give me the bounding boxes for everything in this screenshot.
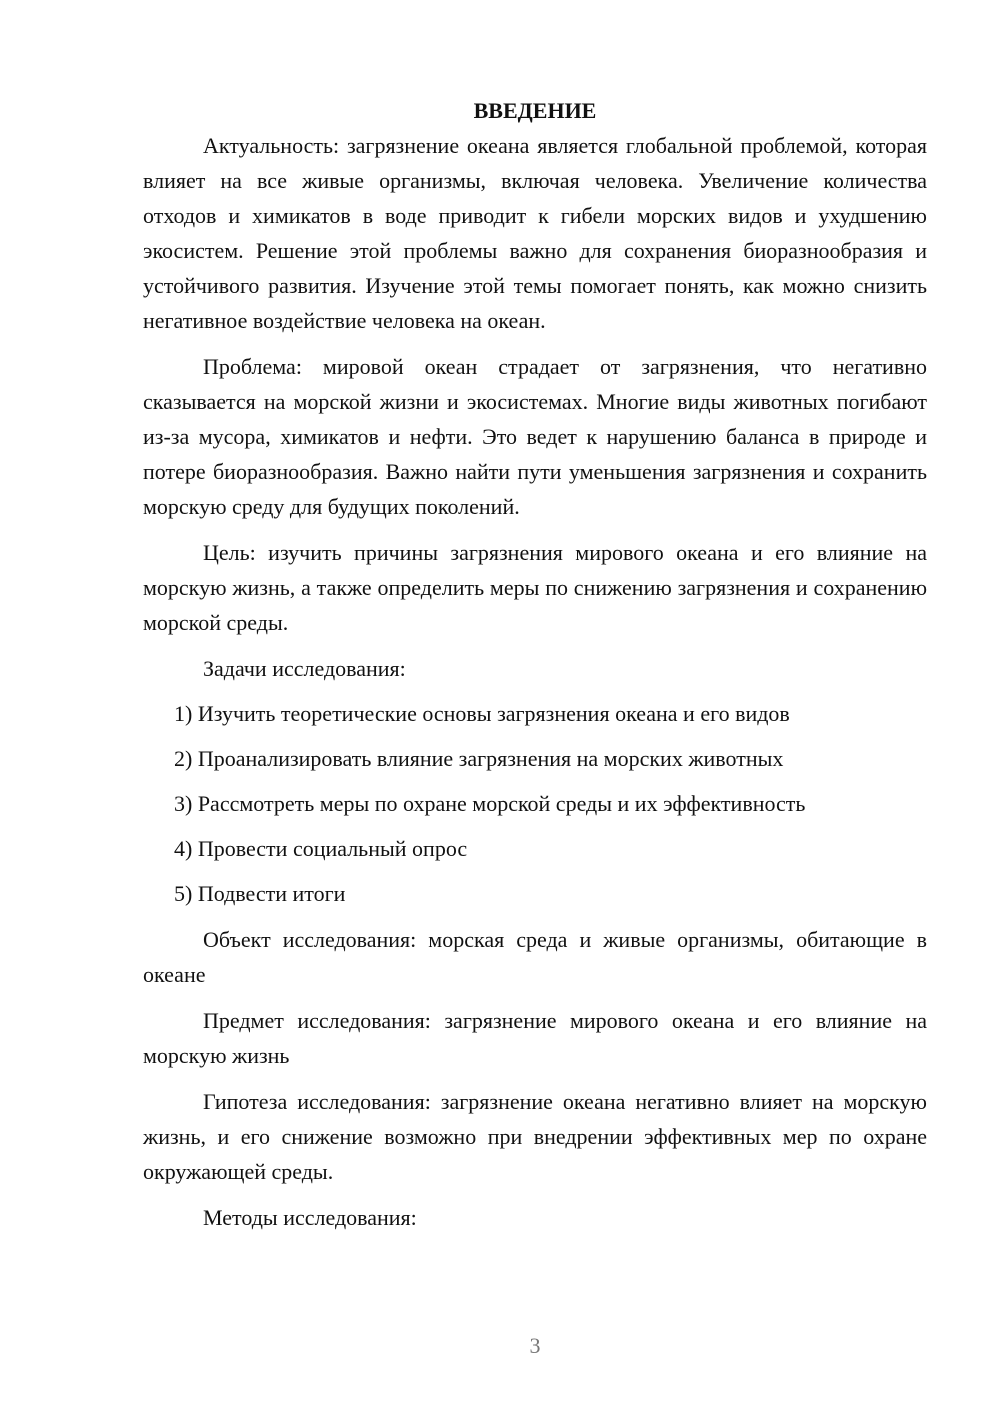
hypothesis-paragraph: Гипотеза исследования: загрязнение океана негативно влияет на морскую жизнь, и его снижение возможно при внедрении эффективных мер по охране окружающей среды.: [143, 1089, 927, 1184]
tasks-list: [143, 696, 927, 911]
list-item: 2) Проанализировать влияние загрязнения на морских животных: [174, 746, 784, 771]
object-paragraph: Объект исследования: морская среда и живые организмы, обитающие в океане: [143, 927, 927, 987]
list-item: 5) Подвести итоги: [174, 881, 346, 906]
document-page: [143, 93, 927, 1246]
relevance-paragraph: Актуальность: загрязнение океана является глобальной проблемой, которая влияет на все живые организмы, включая человека. Увеличение количества отходов и химикатов в воде приводит к гибели морских видов и ухудшению экосистем. Решение этой проблемы важно для сохранения биоразнообразия и устойчивого развития. Изучение этой темы помогает понять, как можно снизить негативное воздействие человека на океан.: [143, 133, 927, 333]
goal-paragraph: Цель: изучить причины загрязнения мирового океана и его влияние на морскую жизнь, а также определить меры по снижению загрязнения и сохранению морской среды.: [143, 540, 927, 635]
list-item: 4) Провести социальный опрос: [174, 836, 468, 861]
problem-paragraph: Проблема: мировой океан страдает от загрязнения, что негативно сказывается на морской жизни и экосистемах. Многие виды животных погибают из-за мусора, химикатов и нефти. Это ведет к нарушению баланса в природе и потере биоразнообразия. Важно найти пути уменьшения загрязнения и сохранить морскую среду для будущих поколений.: [143, 354, 927, 519]
tasks-title: Задачи исследования:: [203, 656, 406, 681]
list-item: 1) Изучить теоретические основы загрязнения океана и его видов: [174, 701, 790, 726]
page-number: 3: [529, 1333, 541, 1358]
list-item: 3) Рассмотреть меры по охране морской среды и их эффективность: [174, 791, 806, 816]
section-heading: ВВЕДЕНИЕ: [473, 98, 597, 123]
methods-title: Методы исследования:: [203, 1205, 417, 1230]
subject-paragraph: Предмет исследования: загрязнение мирового океана и его влияние на морскую жизнь: [143, 1008, 927, 1068]
